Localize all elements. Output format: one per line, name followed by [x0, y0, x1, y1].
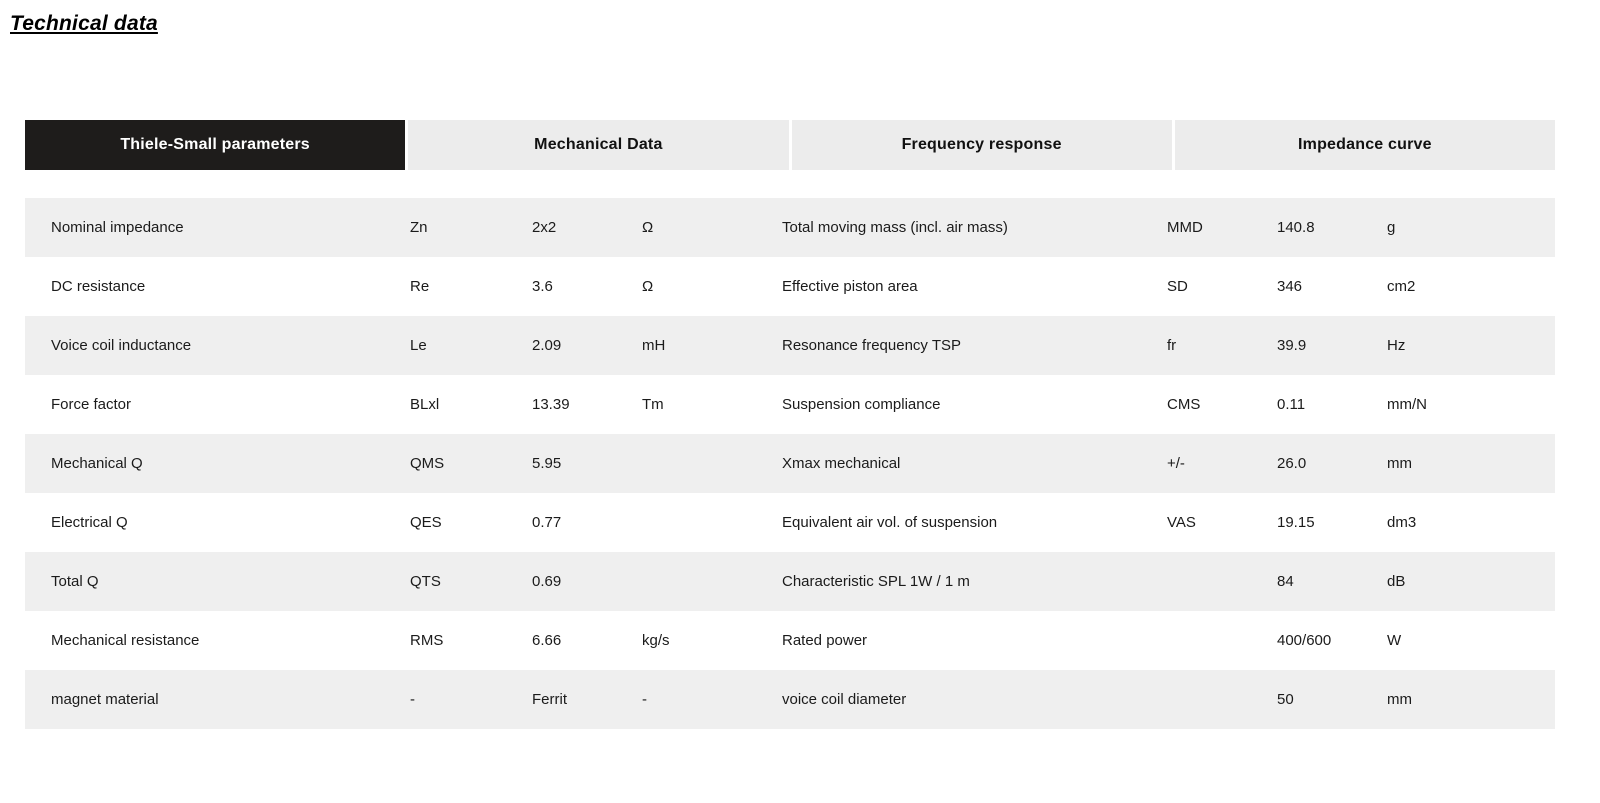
row-left-value: 2x2 [532, 219, 557, 236]
row-right-label: voice coil diameter [782, 691, 907, 708]
tab-label: Impedance curve [1298, 136, 1432, 153]
row-left-value: 0.77 [532, 514, 562, 531]
row-right-unit: Hz [1387, 337, 1406, 354]
row-left-unit: kg/s [642, 632, 670, 649]
row-left-label: Total Q [51, 573, 99, 590]
row-right-label: Effective piston area [782, 278, 918, 295]
row-left-symbol: BLxl [410, 396, 440, 413]
row-right-unit: mm/N [1387, 396, 1427, 413]
row-right-unit: mm [1387, 691, 1412, 708]
table-row [25, 375, 1555, 434]
page-title: Technical data [10, 12, 158, 35]
row-right-symbol: MMD [1167, 219, 1203, 236]
row-right-unit: dB [1387, 573, 1406, 590]
row-left-label: Electrical Q [51, 514, 128, 531]
row-left-value: 3.6 [532, 278, 553, 295]
row-right-unit: dm3 [1387, 514, 1417, 531]
row-left-value: 2.09 [532, 337, 562, 354]
row-left-label: Force factor [51, 396, 132, 413]
row-left-label: Nominal impedance [51, 219, 184, 236]
row-right-label: Equivalent air vol. of suspension [782, 514, 998, 531]
row-left-symbol: - [410, 691, 415, 708]
row-left-unit: Tm [642, 396, 664, 413]
table-row [25, 611, 1555, 670]
row-left-value: 0.69 [532, 573, 562, 590]
row-left-value: Ferrit [532, 691, 567, 708]
row-right-unit: cm2 [1387, 278, 1416, 295]
row-right-value: 26.0 [1277, 455, 1307, 472]
row-left-unit: - [642, 691, 647, 708]
table-row [25, 493, 1555, 552]
row-left-symbol: QMS [410, 455, 445, 472]
row-right-symbol: VAS [1167, 514, 1196, 531]
row-right-value: 0.11 [1277, 396, 1306, 413]
table-row [25, 257, 1555, 316]
tab-impedance-curve[interactable] [1175, 120, 1555, 170]
row-left-symbol: Le [410, 337, 427, 354]
row-right-label: Xmax mechanical [782, 455, 901, 472]
row-right-value: 39.9 [1277, 337, 1307, 354]
table-row [25, 670, 1555, 729]
row-left-value: 5.95 [532, 455, 562, 472]
table-row [25, 434, 1555, 493]
row-left-value: 6.66 [532, 632, 562, 649]
row-left-symbol: RMS [410, 632, 444, 649]
row-left-unit: mH [642, 337, 666, 354]
row-left-symbol: Zn [410, 219, 428, 236]
row-right-symbol: SD [1167, 278, 1188, 295]
tab-thiele-small-parameters[interactable] [25, 120, 405, 170]
row-right-value: 19.15 [1277, 514, 1315, 531]
tab-label: Thiele-Small parameters [120, 136, 310, 153]
tab-bar [25, 120, 1555, 170]
row-left-value: 13.39 [532, 396, 570, 413]
row-right-symbol: +/- [1167, 455, 1185, 472]
row-left-unit: Ω [642, 219, 654, 236]
row-right-unit: mm [1387, 455, 1412, 472]
row-left-symbol: QTS [410, 573, 441, 590]
row-right-symbol: fr [1167, 337, 1177, 354]
row-right-value: 84 [1277, 573, 1294, 590]
tab-mechanical-data[interactable] [408, 120, 788, 170]
row-left-label: DC resistance [51, 278, 146, 295]
row-right-label: Suspension compliance [782, 396, 941, 413]
row-right-unit: W [1387, 632, 1402, 649]
row-right-value: 346 [1277, 278, 1303, 295]
row-right-label: Resonance frequency TSP [782, 337, 961, 354]
row-right-value: 140.8 [1277, 219, 1315, 236]
row-right-label: Characteristic SPL 1W / 1 m [782, 573, 970, 590]
row-left-label: magnet material [51, 691, 159, 708]
table-row [25, 198, 1555, 257]
row-right-label: Total moving mass (incl. air mass) [782, 219, 1008, 236]
row-right-value: 400/600 [1277, 632, 1332, 649]
table-row [25, 316, 1555, 375]
row-left-label: Mechanical Q [51, 455, 143, 472]
row-right-symbol: CMS [1167, 396, 1201, 413]
tab-label: Frequency response [901, 136, 1062, 153]
row-right-label: Rated power [782, 632, 868, 649]
tab-label: Mechanical Data [534, 136, 663, 153]
row-left-symbol: Re [410, 278, 430, 295]
row-left-symbol: QES [410, 514, 442, 531]
row-left-unit: Ω [642, 278, 654, 295]
parameters-table [25, 198, 1555, 729]
row-left-label: Voice coil inductance [51, 337, 192, 354]
row-left-label: Mechanical resistance [51, 632, 200, 649]
table-row [25, 552, 1555, 611]
row-right-unit: g [1387, 219, 1396, 236]
tab-frequency-response[interactable] [792, 120, 1172, 170]
row-right-value: 50 [1277, 691, 1294, 708]
